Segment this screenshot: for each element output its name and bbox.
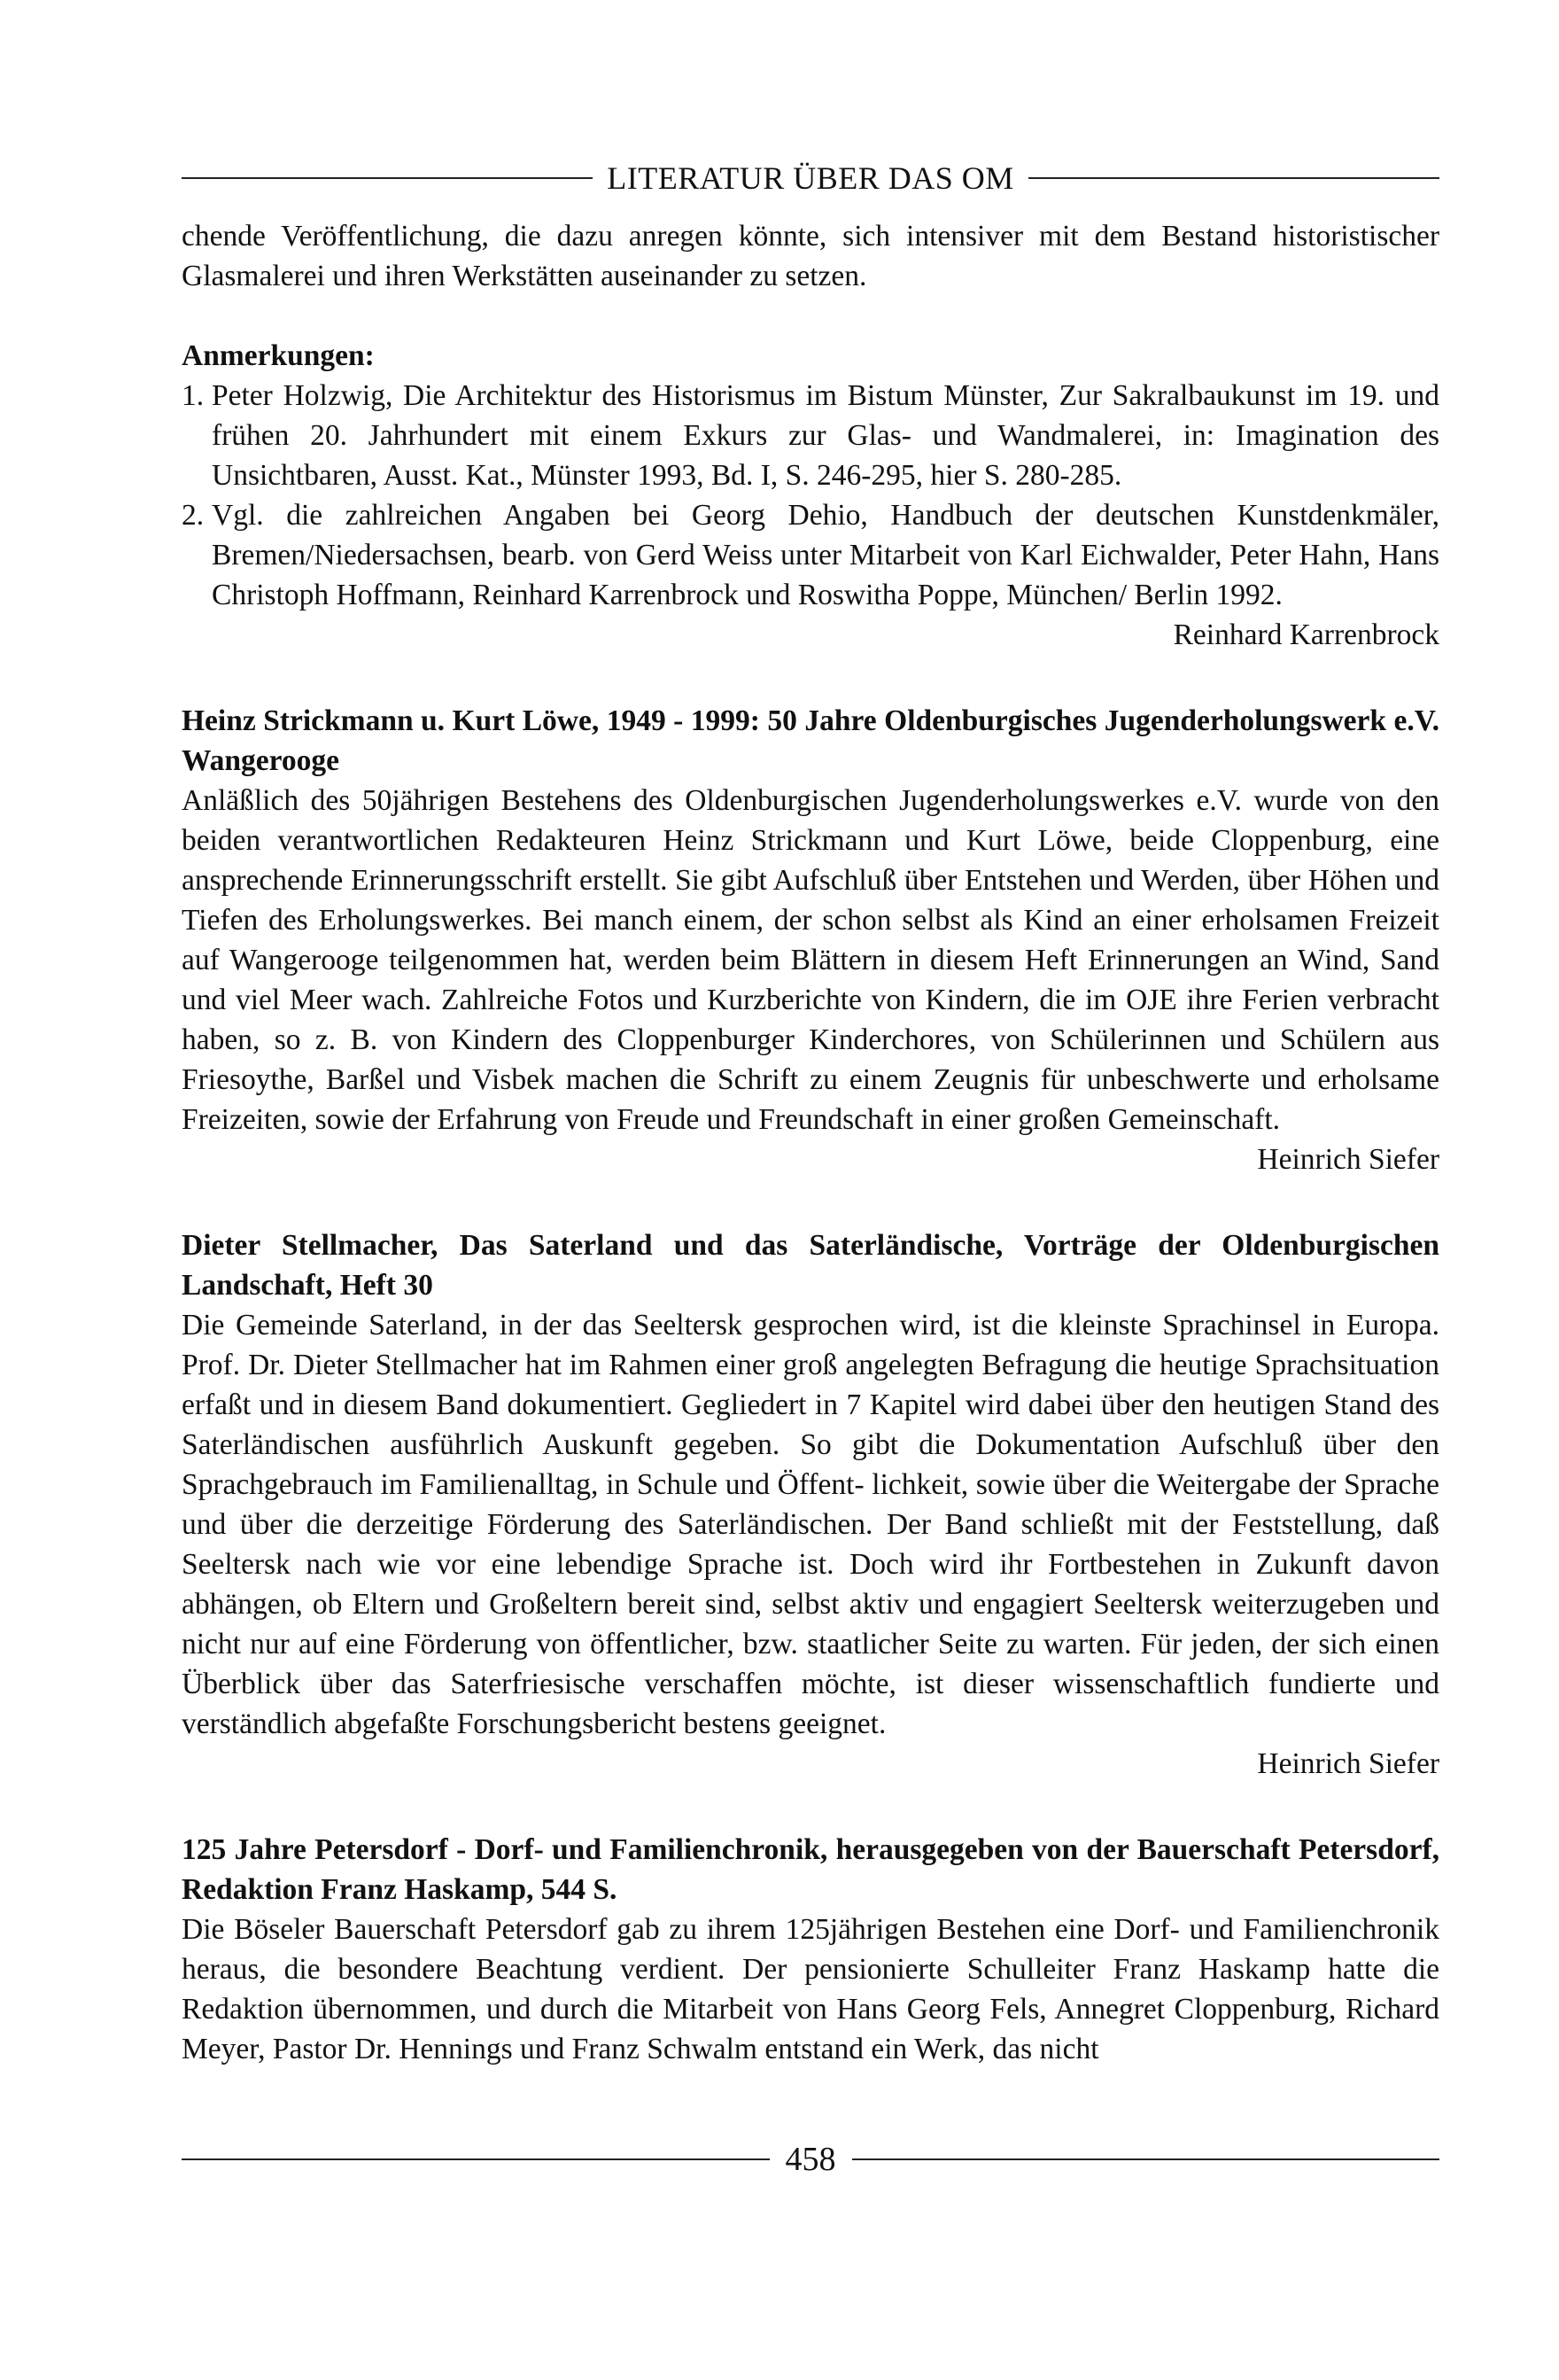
page-number: 458 [785, 2141, 836, 2178]
section-gap [182, 655, 1439, 701]
notes-heading: Anmerkungen: [182, 339, 375, 372]
review-title: Dieter Stellmacher, Das Saterland und das Saterländische, Vorträge der Oldenburgischen Landschaft, Heft 30 [182, 1229, 1439, 1302]
running-header [182, 158, 1439, 198]
header-rule-right [1028, 177, 1439, 179]
footer-rule-right [852, 2158, 1440, 2160]
notes-signature: Reinhard Karrenbrock [1173, 618, 1439, 651]
note-text: Vgl. die zahlreichen Angaben bei Georg Dehio, Handbuch der deutschen Kunstdenkmäler, Bremen/Niedersachsen, bearb. von Gerd Weiss unter Mitarbeit von Karl Eichwalder, Peter Hahn, Hans Christoph Hoffmann, Reinhard Karrenbrock und Roswitha Poppe, München/ Berlin 1992. [212, 499, 1439, 611]
intro-paragraph: chende Veröffentlichung, die dazu anregen könnte, sich intensiver mit dem Bestand historistischer Glasmalerei und ihren Werkstätten auseinander zu setzen. [182, 220, 1439, 292]
notes-list [182, 376, 1439, 615]
note-item [182, 376, 1439, 495]
note-item [182, 495, 1439, 615]
page-body [182, 216, 1439, 2069]
review-title: 125 Jahre Petersdorf - Dorf- und Familienchronik, herausgegeben von der Bauerschaft Petersdorf, Redaktion Franz Haskamp, 544 S. [182, 1833, 1439, 1906]
review-text: Anläßlich des 50jährigen Bestehens des Oldenburgischen Jugenderholungswerkes e.V. wurde von den beiden verantwortlichen Redakteuren Heinz Strickmann und Kurt Löwe, beide Cloppenburg, eine ansprechende Erinnerungsschrift erstellt. Sie gibt Aufschluß über Entstehen und Werden, über Höhen und Tiefen des Erholungswerkes. Bei manch einem, der schon selbst als Kind an einer erholsamen Freizeit auf Wangerooge teilgenommen hat, werden beim Blättern in diesem Heft Erinnerungen an Wind, Sand und viel Meer wach. Zahlreiche Fotos und Kurzberichte von Kindern, die im OJE ihre Ferien verbracht haben, so z. B. von Kindern des Cloppenburger Kinderchores, von Schülerinnen und Schülern aus Friesoythe, Barßel und Visbek machen die Schrift zu einem Zeugnis für unbeschwerte und erholsame Freizeiten, sowie der Erfahrung von Freude und Freundschaft in einer großen Gemeinschaft. [182, 784, 1439, 1136]
footer-rule-left [182, 2158, 770, 2160]
note-text: Peter Holzwig, Die Architektur des Historismus im Bistum Münster, Zur Sakralbaukunst im 19. und frühen 20. Jahrhundert mit einem Exkurs zur Glas- und Wandmalerei, in: Imagination des Unsichtbaren, Ausst. Kat., Münster 1993, Bd. I, S. 246-295, hier S. 280-285. [212, 379, 1439, 492]
review-signature: Heinrich Siefer [1257, 1747, 1439, 1780]
note-number: 1. [182, 379, 205, 412]
section-gap [182, 1784, 1439, 1830]
review-section [182, 1830, 1439, 2069]
page-footer [182, 2139, 1439, 2180]
review-section [182, 701, 1439, 1179]
section-gap [182, 1179, 1439, 1225]
review-text: Die Gemeinde Saterland, in der das Seeltersk gesprochen wird, ist die kleinste Sprachinsel in Europa. Prof. Dr. Dieter Stellmacher hat im Rahmen einer groß angelegten Befragung die heutige Sprachsituation erfaßt und in diesem Band dokumentiert. Gegliedert in 7 Kapitel wird dabei über den heutigen Stand des Saterländischen ausführlich Auskunft gegeben. So gibt die Dokumentation Aufschluß über den Sprachgebrauch im Familienalltag, in Schule und Öffent- lichkeit, sowie über die Weitergabe der Sprache und über die derzeitige Förderung des Saterländischen. Der Band schließt mit der Feststellung, daß Seeltersk nach wie vor eine lebendige Sprache ist. Doch wird ihr Fortbestehen in Zukunft davon abhängen, ob Eltern und Großeltern bereit sind, selbst aktiv und engagiert Seeltersk weiterzugeben und nicht nur auf eine Förderung von öffentlicher, bzw. staatlicher Seite zu warten. Für jeden, der sich einen Überblick über das Saterfriesische verschaffen möchte, ist dieser wissenschaftlich fundierte und verständlich abgefaßte Forschungsbericht bestens geeignet. [182, 1309, 1439, 1740]
running-title: LITERATUR ÜBER DAS OM [607, 160, 1014, 196]
review-signature: Heinrich Siefer [1257, 1143, 1439, 1176]
review-section [182, 1225, 1439, 1784]
note-number: 2. [182, 499, 205, 532]
review-title: Heinz Strickmann u. Kurt Löwe, 1949 - 1999: 50 Jahre Oldenburgisches Jugenderholungswerk e.V. Wangerooge [182, 704, 1439, 777]
header-rule-left [182, 177, 593, 179]
review-text: Die Böseler Bauerschaft Petersdorf gab zu ihrem 125jährigen Bestehen eine Dorf- und Familienchronik heraus, die besondere Beachtung verdient. Der pensionierte Schulleiter Franz Haskamp hatte die Redaktion übernommen, und durch die Mitarbeit von Hans Georg Fels, Annegret Cloppenburg, Richard Meyer, Pastor Dr. Hennings und Franz Schwalm entstand ein Werk, das nicht [182, 1913, 1439, 2065]
